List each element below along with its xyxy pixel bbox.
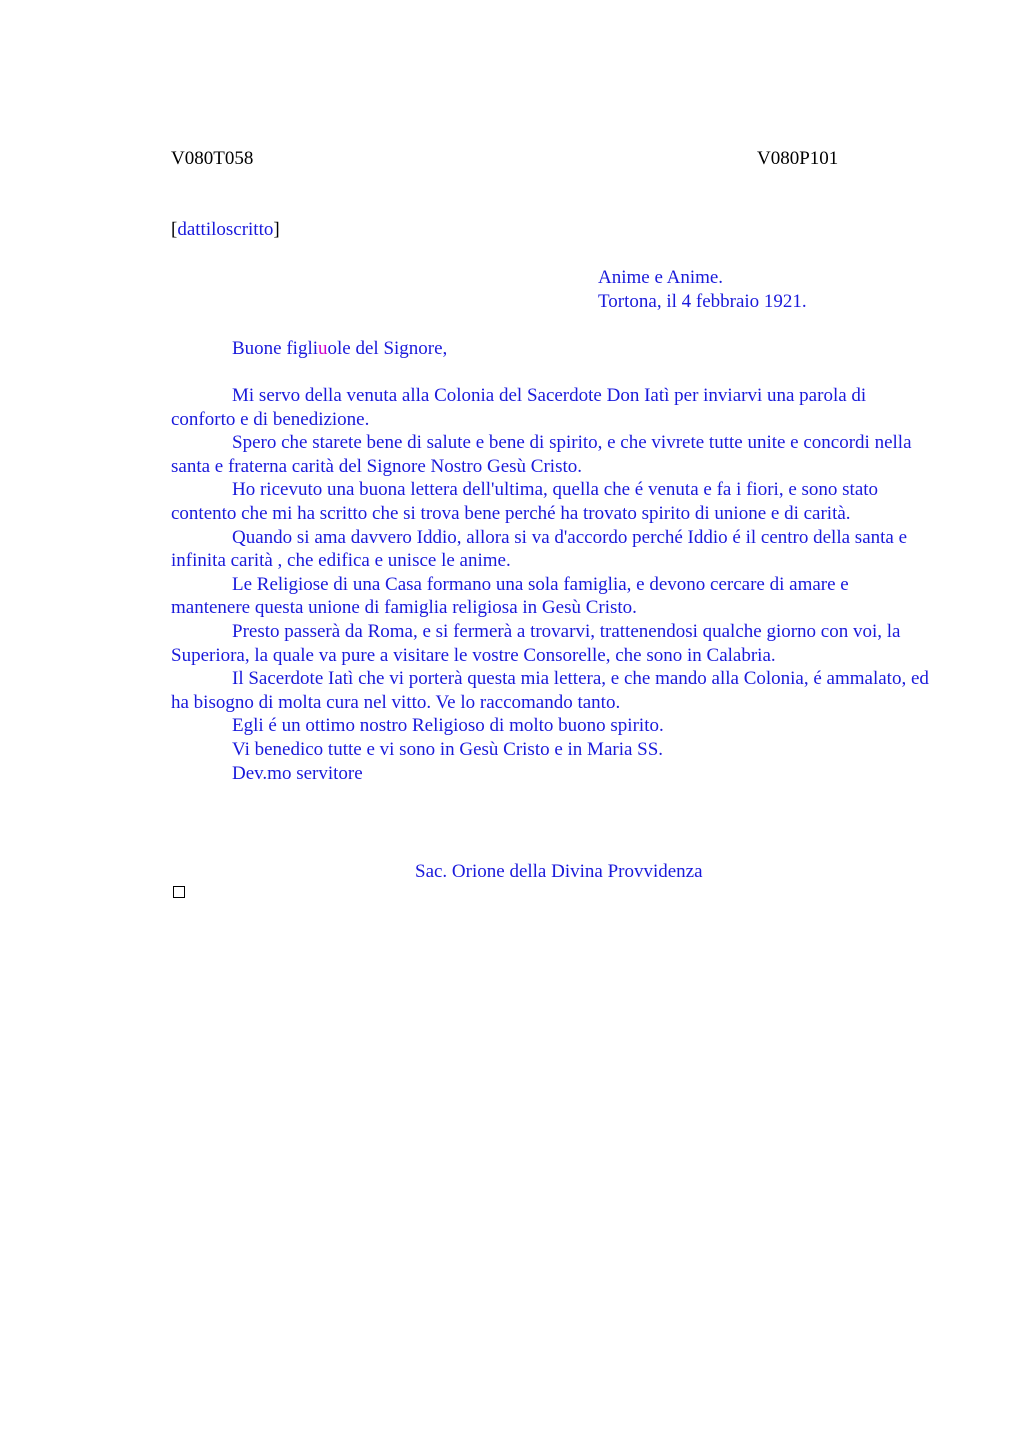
document-code-left: V080T058 bbox=[171, 148, 254, 169]
paragraph: Le Religiose di una Casa formano una sola famiglia, e devono cercare di amare e mantenere questa unione di famiglia religiosa in Gesù Cristo. bbox=[171, 573, 849, 619]
letter-body bbox=[171, 384, 931, 785]
salutation bbox=[232, 337, 447, 361]
checkbox-square-icon bbox=[173, 886, 185, 898]
typescript-note bbox=[171, 218, 280, 241]
salutation-part-2: ole del Signore, bbox=[327, 338, 448, 359]
salutation-highlight: u bbox=[318, 338, 328, 359]
paragraph: Presto passerà da Roma, e si fermerà a trovarvi, trattenendosi qualche giorno con voi, la Superiora, la quale va pure a visitare le vostre Consorelle, che sono in Calabria. bbox=[171, 620, 901, 666]
note-bracket-close: ] bbox=[273, 219, 280, 240]
document-code-right: V080P101 bbox=[757, 148, 839, 169]
note-bracket-open: [ bbox=[171, 219, 178, 240]
paragraph: Mi servo della venuta alla Colonia del Sacerdote Don Iatì per inviarvi una parola di conforto e di benedizione. bbox=[171, 385, 867, 430]
paragraph: Quando si ama davvero Iddio, allora si va d'accordo perché Iddio é il centro della santa e infinita carità , che edifica e unisce le anime. bbox=[171, 526, 908, 572]
header-line-1: Anime e Anime. bbox=[598, 267, 724, 288]
paragraph: Vi benedico tutte e vi sono in Gesù Cristo e in Maria SS. bbox=[232, 738, 664, 760]
letter-header bbox=[598, 266, 807, 314]
paragraph: Ho ricevuto una buona lettera dell'ultima, quella che é venuta e fa i fiori, e sono stato contento che mi ha scritto che si trova bene perché ha trovato spirito di unione e di carità. bbox=[171, 479, 879, 524]
paragraph: Egli é un ottimo nostro Religioso di molto buono spirito. bbox=[232, 715, 664, 737]
paragraph: Dev.mo servitore bbox=[232, 762, 363, 784]
header-line-2: Tortona, il 4 febbraio 1921. bbox=[598, 291, 807, 312]
paragraph: Spero che starete bene di salute e bene di spirito, e che vivrete tutte unite e concordi nella santa e fraterna carità del Signore Nostro Gesù Cristo. bbox=[171, 432, 912, 477]
paragraph: Il Sacerdote Iatì che vi porterà questa mia lettera, e che mando alla Colonia, é ammalato, ed ha bisogno di molta cura nel vitto. Ve lo raccomando tanto. bbox=[171, 668, 929, 713]
signature: Sac. Orione della Divina Provvidenza bbox=[415, 861, 703, 882]
salutation-part-1: Buone figli bbox=[232, 338, 319, 359]
note-text: dattiloscritto bbox=[177, 219, 274, 240]
